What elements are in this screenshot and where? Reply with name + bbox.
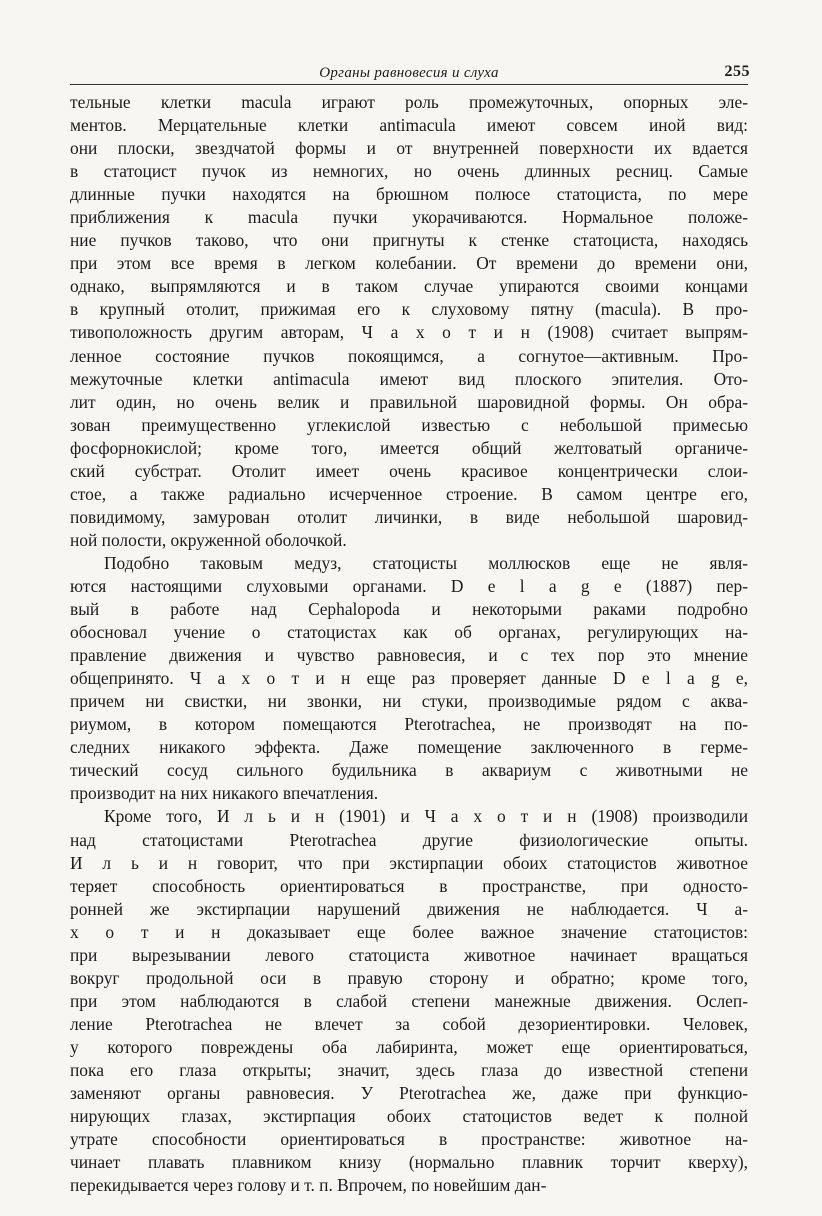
text-line: ронней же экстирпации нарушений движения не наблюдается. Ч а- [70,898,748,919]
body-text [70,91,748,1197]
text-line: в крупный отолит, прижимая его к слуховому пятну (macula). В про- [70,299,748,320]
text-line: при этом все время в легком колебании. От времени до времени они, [70,253,748,274]
text-line: ский субстрат. Отолит имеет очень красивое концентрически слои- [70,460,748,481]
text-line: нирующих глазах, экстирпация обоих статоцистов ведет к полной [70,1106,748,1127]
text-line: ление Pterotrachea не влечет за собой дезориентировки. Человек, [70,1013,748,1034]
text-line: общепринято. Ч а х о т и н еще раз проверяет данные D e l a g e, [70,668,748,689]
paragraph [70,91,748,552]
text-line: Кроме того, И л ь и н (1901) и Ч а х о т и н (1908) производили [104,806,748,827]
text-line: заменяют органы равновесия. У Pterotrachea же, даже при функцио- [70,1083,748,1104]
text-line: ной полости, окруженной оболочкой. [70,529,347,550]
text-line: х о т и н доказывает еще более важное значение статоцистов: [70,921,748,942]
text-line: следних никакого эффекта. Даже помещение заключенного в герме- [70,737,748,758]
book-page [70,62,748,1197]
paragraph [70,552,748,806]
text-line: ментов. Мерцательные клетки antimacula имеют совсем иной вид: [70,115,748,136]
running-title: Органы равновесия и слуха [319,65,499,81]
text-line: над статоцистами Pterotrachea другие физиологические опыты. [70,829,748,850]
page-number: 255 [724,63,750,80]
text-line: обосновал учение о статоцистах как об органах, регулирующих на- [70,622,748,643]
text-line: чинает плавать плавником книзу (нормально плавник торчит кверху), [70,1152,748,1173]
text-line: они плоски, звездчатой формы и от внутренней поверхности их вдается [70,138,748,159]
text-line: утрате способности ориентироваться в пространстве: животное на- [70,1129,748,1150]
text-line: при вырезывании левого статоциста животное начинает вращаться [70,944,748,965]
text-line: тивоположность другим авторам, Ч а х о т и н (1908) считает выпрям- [70,322,748,343]
text-line: правление движения и чувство равновесия, и с тех пор это мнение [70,645,748,666]
text-line: фосфорнокислой; кроме того, имеется общий желтоватый органиче- [70,437,748,458]
text-line: Подобно таковым медуз, статоцисты моллюсков еще не явля- [104,552,748,573]
text-line: однако, выпрямляются и в таком случае упираются своими концами [70,276,748,297]
paragraph [70,805,748,1197]
text-line: в статоцист пучок из немногих, но очень длинных ресниц. Самые [70,161,748,182]
text-line: теряет способность ориентироваться в пространстве, при односто- [70,875,748,896]
text-line: производит на них никакого впечатления. [70,783,379,804]
text-line: у которого повреждены оба лабиринта, может еще ориентироваться, [70,1036,748,1057]
text-line: ются настоящими слуховыми органами. D e l a g e (1887) пер- [70,575,748,596]
text-line: риумом, в котором помещаются Pterotrachea, не производят на по- [70,714,748,735]
text-line: тельные клетки macula играют роль промежуточных, опорных эле- [70,92,748,112]
text-line: при этом наблюдаются в слабой степени манежные движения. Ослеп- [70,990,748,1011]
text-line: ленное состояние пучков покоящимся, а согнутое—активным. Про- [70,345,748,366]
text-line: И л ь и н говорит, что при экстирпации обоих статоцистов животное [70,852,748,873]
text-line: лит один, но очень велик и правильной шаровидной формы. Он обра- [70,391,748,412]
running-header [70,62,748,85]
text-line: перекидывается через голову и т. п. Впрочем, по новейшим дан- [70,1175,547,1196]
text-line: зован преимущественно углекислой известью с небольшой примесью [70,414,748,435]
text-line: межуточные клетки antimacula имеют вид плоского эпителия. Ото- [70,368,748,389]
text-line: повидимому, замурован отолит личинки, в виде небольшой шаровид- [70,506,748,527]
text-line: ние пучков таково, что они пригнуты к стенке статоциста, находясь [70,230,748,251]
text-line: приближения к macula пучки укорачиваются. Нормальное положе- [70,207,748,228]
text-line: вый в работе над Cephalopoda и некоторыми раками подробно [70,599,748,620]
text-line: тический сосуд сильного будильника в аквариум с животными не [70,760,748,781]
text-line: длинные пучки находятся на брюшном полюсе статоциста, по мере [70,184,748,205]
text-line: вокруг продольной оси в правую сторону и обратно; кроме того, [70,967,748,988]
text-line: причем ни свистки, ни звонки, ни стуки, производимые рядом с аква- [70,691,748,712]
text-line: стое, а также радиально исчерченное строение. В самом центре его, [70,483,748,504]
text-line: пока его глаза открыты; значит, здесь глаза до известной степени [70,1059,748,1080]
